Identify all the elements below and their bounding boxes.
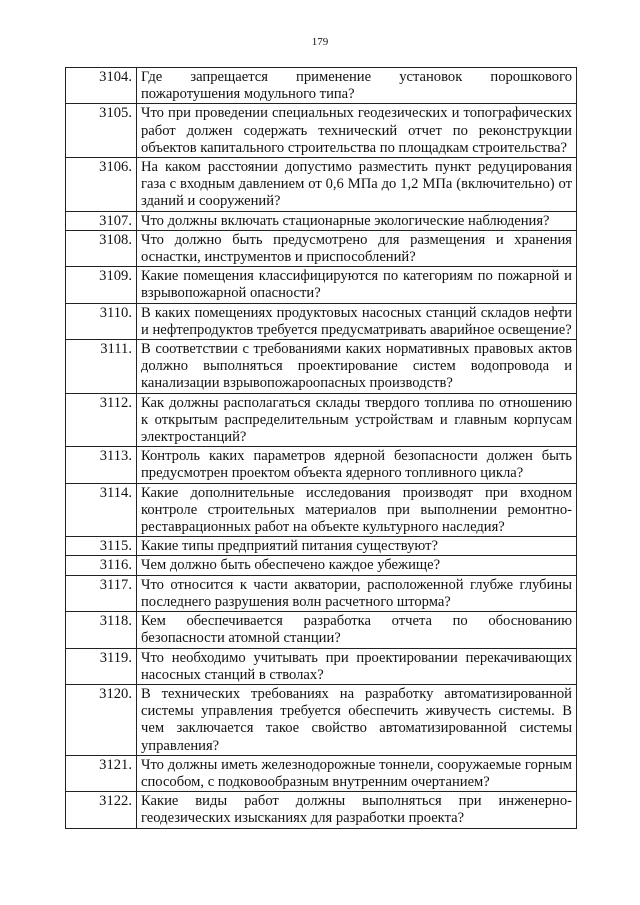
question-number: 3109.	[66, 267, 137, 303]
question-row	[66, 612, 577, 648]
question-row	[66, 792, 577, 828]
question-text: Что относится к части акватории, расположенной глубже глубины последнего разрушения волн расчетного шторма?	[137, 575, 577, 611]
question-number: 3107.	[66, 211, 137, 230]
question-text: В соответствии с требованиями каких нормативных правовых актов должно выполняться проектирование систем водопровода и канализации взрывопожароопасных производств?	[137, 340, 577, 394]
question-number: 3118.	[66, 612, 137, 648]
question-number: 3111.	[66, 340, 137, 394]
question-row	[66, 104, 577, 158]
question-row	[66, 755, 577, 791]
question-text: В технических требованиях на разработку автоматизированной системы управления требуется обеспечить живучесть системы. В чем заключается такое свойство автоматизированной системы управления?	[137, 684, 577, 755]
question-text: Какие помещения классифицируются по категориям по пожарной и взрывопожарной опасности?	[137, 267, 577, 303]
question-text: В каких помещениях продуктовых насосных станций складов нефти и нефтепродуктов требуется предусматривать аварийное освещение?	[137, 303, 577, 339]
questions-table	[65, 67, 577, 829]
question-text: Что при проведении специальных геодезических и топографических работ должен содержать технический отчет по реконструкции объектов капитального строительства по площадкам строительства?	[137, 104, 577, 158]
question-number: 3105.	[66, 104, 137, 158]
question-text: Чем должно быть обеспечено каждое убежище?	[137, 556, 577, 575]
question-text: Какие типы предприятий питания существуют?	[137, 537, 577, 556]
page-number: 179	[311, 36, 329, 48]
question-row	[66, 648, 577, 684]
question-row	[66, 483, 577, 537]
question-text: Где запрещается применение установок порошкового пожаротушения модульного типа?	[137, 68, 577, 104]
question-number: 3114.	[66, 483, 137, 537]
question-number: 3110.	[66, 303, 137, 339]
question-row	[66, 393, 577, 447]
question-number: 3113.	[66, 447, 137, 483]
question-number: 3120.	[66, 684, 137, 755]
question-number: 3116.	[66, 556, 137, 575]
question-row	[66, 68, 577, 104]
question-number: 3108.	[66, 230, 137, 266]
question-text: Как должны располагаться склады твердого топлива по отношению к открытым распределительным устройствам и главным корпусам электростанций?	[137, 393, 577, 447]
question-text: Какие виды работ должны выполняться при инженерно-геодезических изысканиях для разработки проекта?	[137, 792, 577, 828]
question-number: 3117.	[66, 575, 137, 611]
question-text: Кем обеспечивается разработка отчета по обоснованию безопасности атомной станции?	[137, 612, 577, 648]
question-row	[66, 211, 577, 230]
question-number: 3122.	[66, 792, 137, 828]
question-row	[66, 267, 577, 303]
question-text: На каком расстоянии допустимо разместить пункт редуцирования газа с входным давлением от 0,6 МПа до 1,2 МПа (включительно) от зданий и сооружений?	[137, 158, 577, 212]
questions-table-body	[66, 68, 577, 829]
question-row	[66, 447, 577, 483]
question-number: 3112.	[66, 393, 137, 447]
question-row	[66, 556, 577, 575]
question-number: 3104.	[66, 68, 137, 104]
question-text: Что необходимо учитывать при проектировании перекачивающих насосных станций в стволах?	[137, 648, 577, 684]
question-row	[66, 575, 577, 611]
question-row	[66, 303, 577, 339]
question-number: 3106.	[66, 158, 137, 212]
question-number: 3115.	[66, 537, 137, 556]
question-number: 3121.	[66, 755, 137, 791]
question-text: Контроль каких параметров ядерной безопасности должен быть предусмотрен проектом объекта ядерного топливного цикла?	[137, 447, 577, 483]
question-row	[66, 230, 577, 266]
question-text: Что должны иметь железнодорожные тоннели, сооружаемые горным способом, с подковообразным внутренним очертанием?	[137, 755, 577, 791]
question-text: Что должно быть предусмотрено для размещения и хранения оснастки, инструментов и приспособлений?	[137, 230, 577, 266]
question-row	[66, 684, 577, 755]
question-row	[66, 340, 577, 394]
question-row	[66, 537, 577, 556]
question-text: Что должны включать стационарные экологические наблюдения?	[137, 211, 577, 230]
question-row	[66, 158, 577, 212]
question-text: Какие дополнительные исследования производят при входном контроле строительных материалов при выполнении ремонтно-реставрационных работ на объекте культурного наследия?	[137, 483, 577, 537]
question-number: 3119.	[66, 648, 137, 684]
